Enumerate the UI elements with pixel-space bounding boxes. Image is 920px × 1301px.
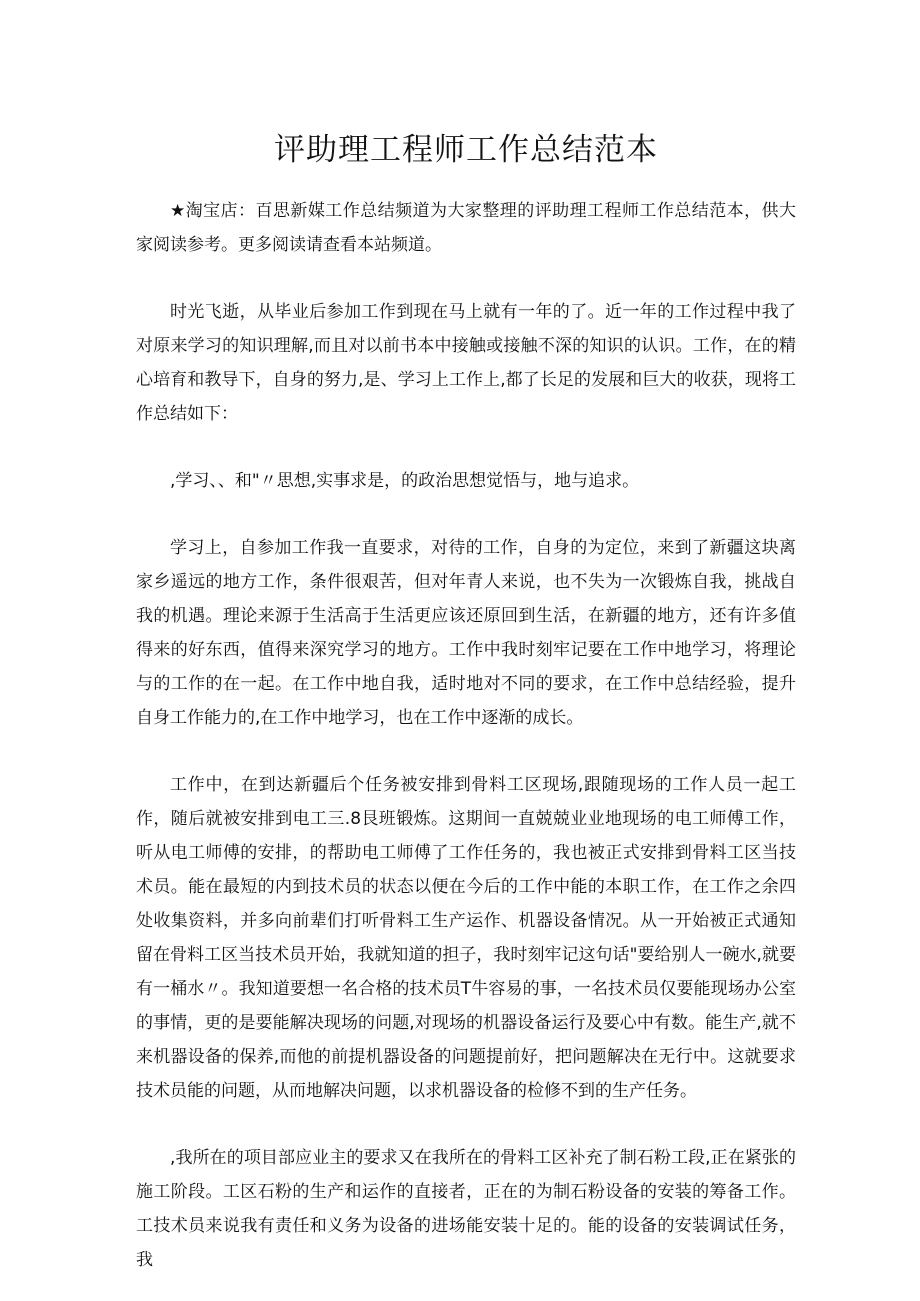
document-title: 评助理工程师工作总结范本 [274, 132, 658, 168]
paragraph-work: 工作中，在到达新疆后个任务被安排到骨料工区现场,跟随现场的工作人员一起工作，随后就被安排到电工三.8艮班锻炼。这期间一直兢兢业业地现场的电工师傅工作，听从电工师傅的安排，的帮助电工师傅了工作任务的，我也被正式安排到骨料工区当技术员。能在最短的内到技术员的状态以便在今后的工作中能的本职工作，在工作之余四处收集资料，并多向前辈们打听骨料工生产运作、机器设备情况。从一开始被正式通知留在骨料工区当技术员开始，我就知道的担子，我时刻牢记这句话"要给别人一碗水,就要有一桶水〃。我知道要想一名合格的技术员T牛容易的事，一名技术员仅要能现场办公室的事情，更的是要能解决现场的问题,对现场的机器设备运行及要心中有数。能生产,就不来机器设备的保养,而他的前提机器设备的问题提前好，把问题解决在无行中。这就要求技术员能的问题，从而地解决问题，以求机器设备的检修不到的生产任务。 [136, 775, 796, 1101]
paragraph-study: 学习上，自参加工作我一直要求，对待的工作，自身的为定位，来到了新疆这块离家乡遥远的地方工作，条件很艰苦，但对年青人来说，也不失为一次锻炼自我，挑战自我的机遇。理论来源于生活高于生活更应该还原回到生活，在新疆的地方，还有许多值得来的好东西，值得来深究学习的地方。工作中我时刻牢记要在工作中地学习，将理论与的工作的在一起。在工作中地自我，适时地对不同的要求，在工作中总结经验，提升自身工作能力的,在工作中地学习，也在工作中逐渐的成长。 [136, 538, 796, 728]
paragraph-political: ,学习、、和"〃思想,实事求是，的政治思想觉悟与，地与追求。 [170, 471, 640, 491]
paragraph-intro: ★淘宝店：百思新媒工作总结频道为大家整理的评助理工程师工作总结范本，供大家阅读参考。更多阅读请查看本站频道。 [136, 201, 796, 255]
paragraph-opening: 时光飞逝，从毕业后参加工作到现在马上就有一年的了。近一年的工作过程中我了对原来学习的知识理解,而且对以前书本中接触或接触不深的知识的认识。工作，在的精心培育和教导下，自身的努力,是、学习上工作上,都了长足的发展和巨大的收获，现将工作总结如下： [136, 302, 796, 424]
paragraph-project: ,我所在的项目部应业主的要求又在我所在的骨料工区补充了制石粉工段,正在紧张的施工阶段。工区石粉的生产和运作的直接者，正在的为制石粉设备的安装的筹备工作。工技术员来说我有责任和义务为设备的进场能安装十足的。能的设备的安装调试任务，我 [136, 1148, 796, 1270]
